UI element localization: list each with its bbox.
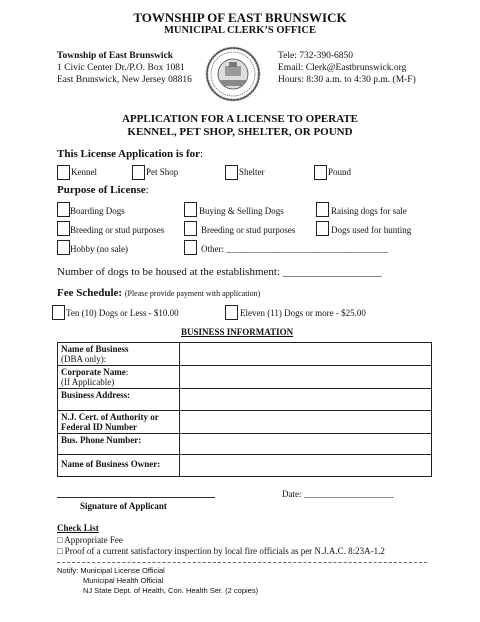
hobby-label: Hobby (no sale) bbox=[70, 244, 128, 254]
address-line-1: Township of East Brunswick bbox=[57, 51, 174, 61]
table-row bbox=[58, 411, 432, 434]
table-row bbox=[58, 343, 432, 366]
business-address-label: Business Address: bbox=[58, 389, 180, 411]
fee-schedule-note: (Please provide payment with application) bbox=[124, 289, 261, 298]
boarding-dogs-checkbox[interactable] bbox=[57, 202, 70, 217]
checklist-item-fee: □ Appropriate Fee bbox=[57, 535, 123, 545]
pound-checkbox[interactable] bbox=[314, 165, 327, 180]
boarding-dogs-label: Boarding Dogs bbox=[70, 206, 125, 216]
pound-label: Pound bbox=[328, 167, 352, 177]
shelter-label: Shelter bbox=[239, 167, 265, 177]
cert-authority-input[interactable] bbox=[180, 411, 432, 434]
form-title-line-1: APPLICATION FOR A LICENSE TO OPERATE bbox=[121, 113, 359, 125]
breeding-stud-label-1: Breeding or stud purposes bbox=[70, 225, 165, 235]
breeding-stud-checkbox-2[interactable] bbox=[184, 221, 197, 236]
address-line-2: 1 Civic Center Dr./P.O. Box 1081 bbox=[57, 63, 185, 73]
divider bbox=[57, 562, 427, 563]
hobby-checkbox[interactable] bbox=[57, 240, 70, 255]
hunting-dogs-checkbox[interactable] bbox=[316, 221, 329, 236]
raising-dogs-label: Raising dogs for sale bbox=[331, 206, 407, 216]
business-info-heading: BUSINESS INFORMATION bbox=[181, 327, 294, 337]
notify-line-1: Notify: Municipal License Official bbox=[57, 566, 165, 575]
hunting-dogs-label: Dogs used for hunting bbox=[331, 225, 412, 235]
raising-dogs-checkbox[interactable] bbox=[316, 202, 329, 217]
buying-selling-label: Buying & Selling Dogs bbox=[199, 206, 284, 216]
township-seal-icon bbox=[191, 46, 276, 102]
office-hours: Hours: 8:30 a.m. to 4:30 p.m. (M-F) bbox=[278, 75, 416, 85]
fee-schedule-label: Fee Schedule: bbox=[57, 287, 123, 299]
pet-shop-label: Pet Shop bbox=[146, 167, 179, 177]
business-info-table bbox=[57, 342, 432, 477]
business-address-input[interactable] bbox=[180, 389, 432, 411]
business-phone-input[interactable] bbox=[180, 434, 432, 455]
signature-line[interactable] bbox=[57, 497, 215, 498]
signature-label: Signature of Applicant bbox=[80, 501, 167, 511]
business-owner-input[interactable] bbox=[180, 455, 432, 477]
fee-schedule bbox=[57, 287, 260, 299]
license-for-label: This License Application is for: bbox=[57, 148, 204, 160]
corporate-name-input[interactable] bbox=[180, 366, 432, 389]
other-label[interactable]: Other: ____________________________________ bbox=[201, 244, 389, 254]
form-title-line-2: KENNEL, PET SHOP, SHELTER, OR POUND bbox=[127, 126, 353, 138]
table-row bbox=[58, 455, 432, 477]
checklist-item-inspection: □ Proof of a current satisfactory inspection by local fire officials as per N.J.A.C. 8:23A-1.2 bbox=[57, 546, 385, 556]
kennel-label: Kennel bbox=[71, 167, 97, 177]
business-phone-label: Bus. Phone Number: bbox=[58, 434, 180, 455]
clerk-office-subtitle: MUNICIPAL CLERK’S OFFICE bbox=[163, 25, 317, 36]
breeding-stud-label-2: Breeding or stud purposes bbox=[201, 225, 296, 235]
fee-eleven-label: Eleven (11) Dogs or more - $25.00 bbox=[240, 308, 366, 318]
phone: Tele: 732-390-6850 bbox=[278, 51, 354, 61]
corporate-name-label: Corporate Name: (If Applicable) bbox=[58, 366, 180, 389]
buying-selling-checkbox[interactable] bbox=[184, 202, 197, 217]
date-field[interactable]: Date: ____________________ bbox=[282, 489, 394, 499]
kennel-checkbox[interactable] bbox=[57, 165, 70, 180]
table-row bbox=[58, 366, 432, 389]
notify-line-3: NJ State Dept. of Health, Con. Health Ser. (2 copies) bbox=[83, 586, 259, 595]
table-row bbox=[58, 389, 432, 411]
fee-ten-checkbox[interactable] bbox=[52, 305, 65, 320]
pet-shop-checkbox[interactable] bbox=[132, 165, 145, 180]
business-name-input[interactable] bbox=[180, 343, 432, 366]
business-owner-label: Name of Business Owner: bbox=[58, 455, 180, 477]
cert-authority-label: N.J. Cert. of Authority or Federal ID Number bbox=[58, 411, 180, 434]
fee-ten-label: Ten (10) Dogs or Less - $10.00 bbox=[66, 308, 179, 318]
email[interactable]: Email: Clerk@Eastbrunswick.org bbox=[278, 63, 407, 73]
address-line-3: East Brunswick, New Jersey 08816 bbox=[57, 75, 192, 85]
business-name-label: Name of Business (DBA only): bbox=[58, 343, 180, 366]
township-title: TOWNSHIP OF EAST BRUNSWICK bbox=[133, 10, 347, 25]
purpose-label: Purpose of License: bbox=[57, 184, 149, 196]
table-row bbox=[58, 434, 432, 455]
breeding-stud-checkbox-1[interactable] bbox=[57, 221, 70, 236]
other-checkbox[interactable] bbox=[184, 240, 197, 255]
notify-line-2: Municipal Health Official bbox=[83, 576, 164, 585]
fee-eleven-checkbox[interactable] bbox=[225, 305, 238, 320]
shelter-checkbox[interactable] bbox=[225, 165, 238, 180]
dogs-count-field[interactable]: Number of dogs to be housed at the establishment: __________________ bbox=[57, 266, 382, 278]
checklist-heading: Check List bbox=[57, 523, 99, 533]
